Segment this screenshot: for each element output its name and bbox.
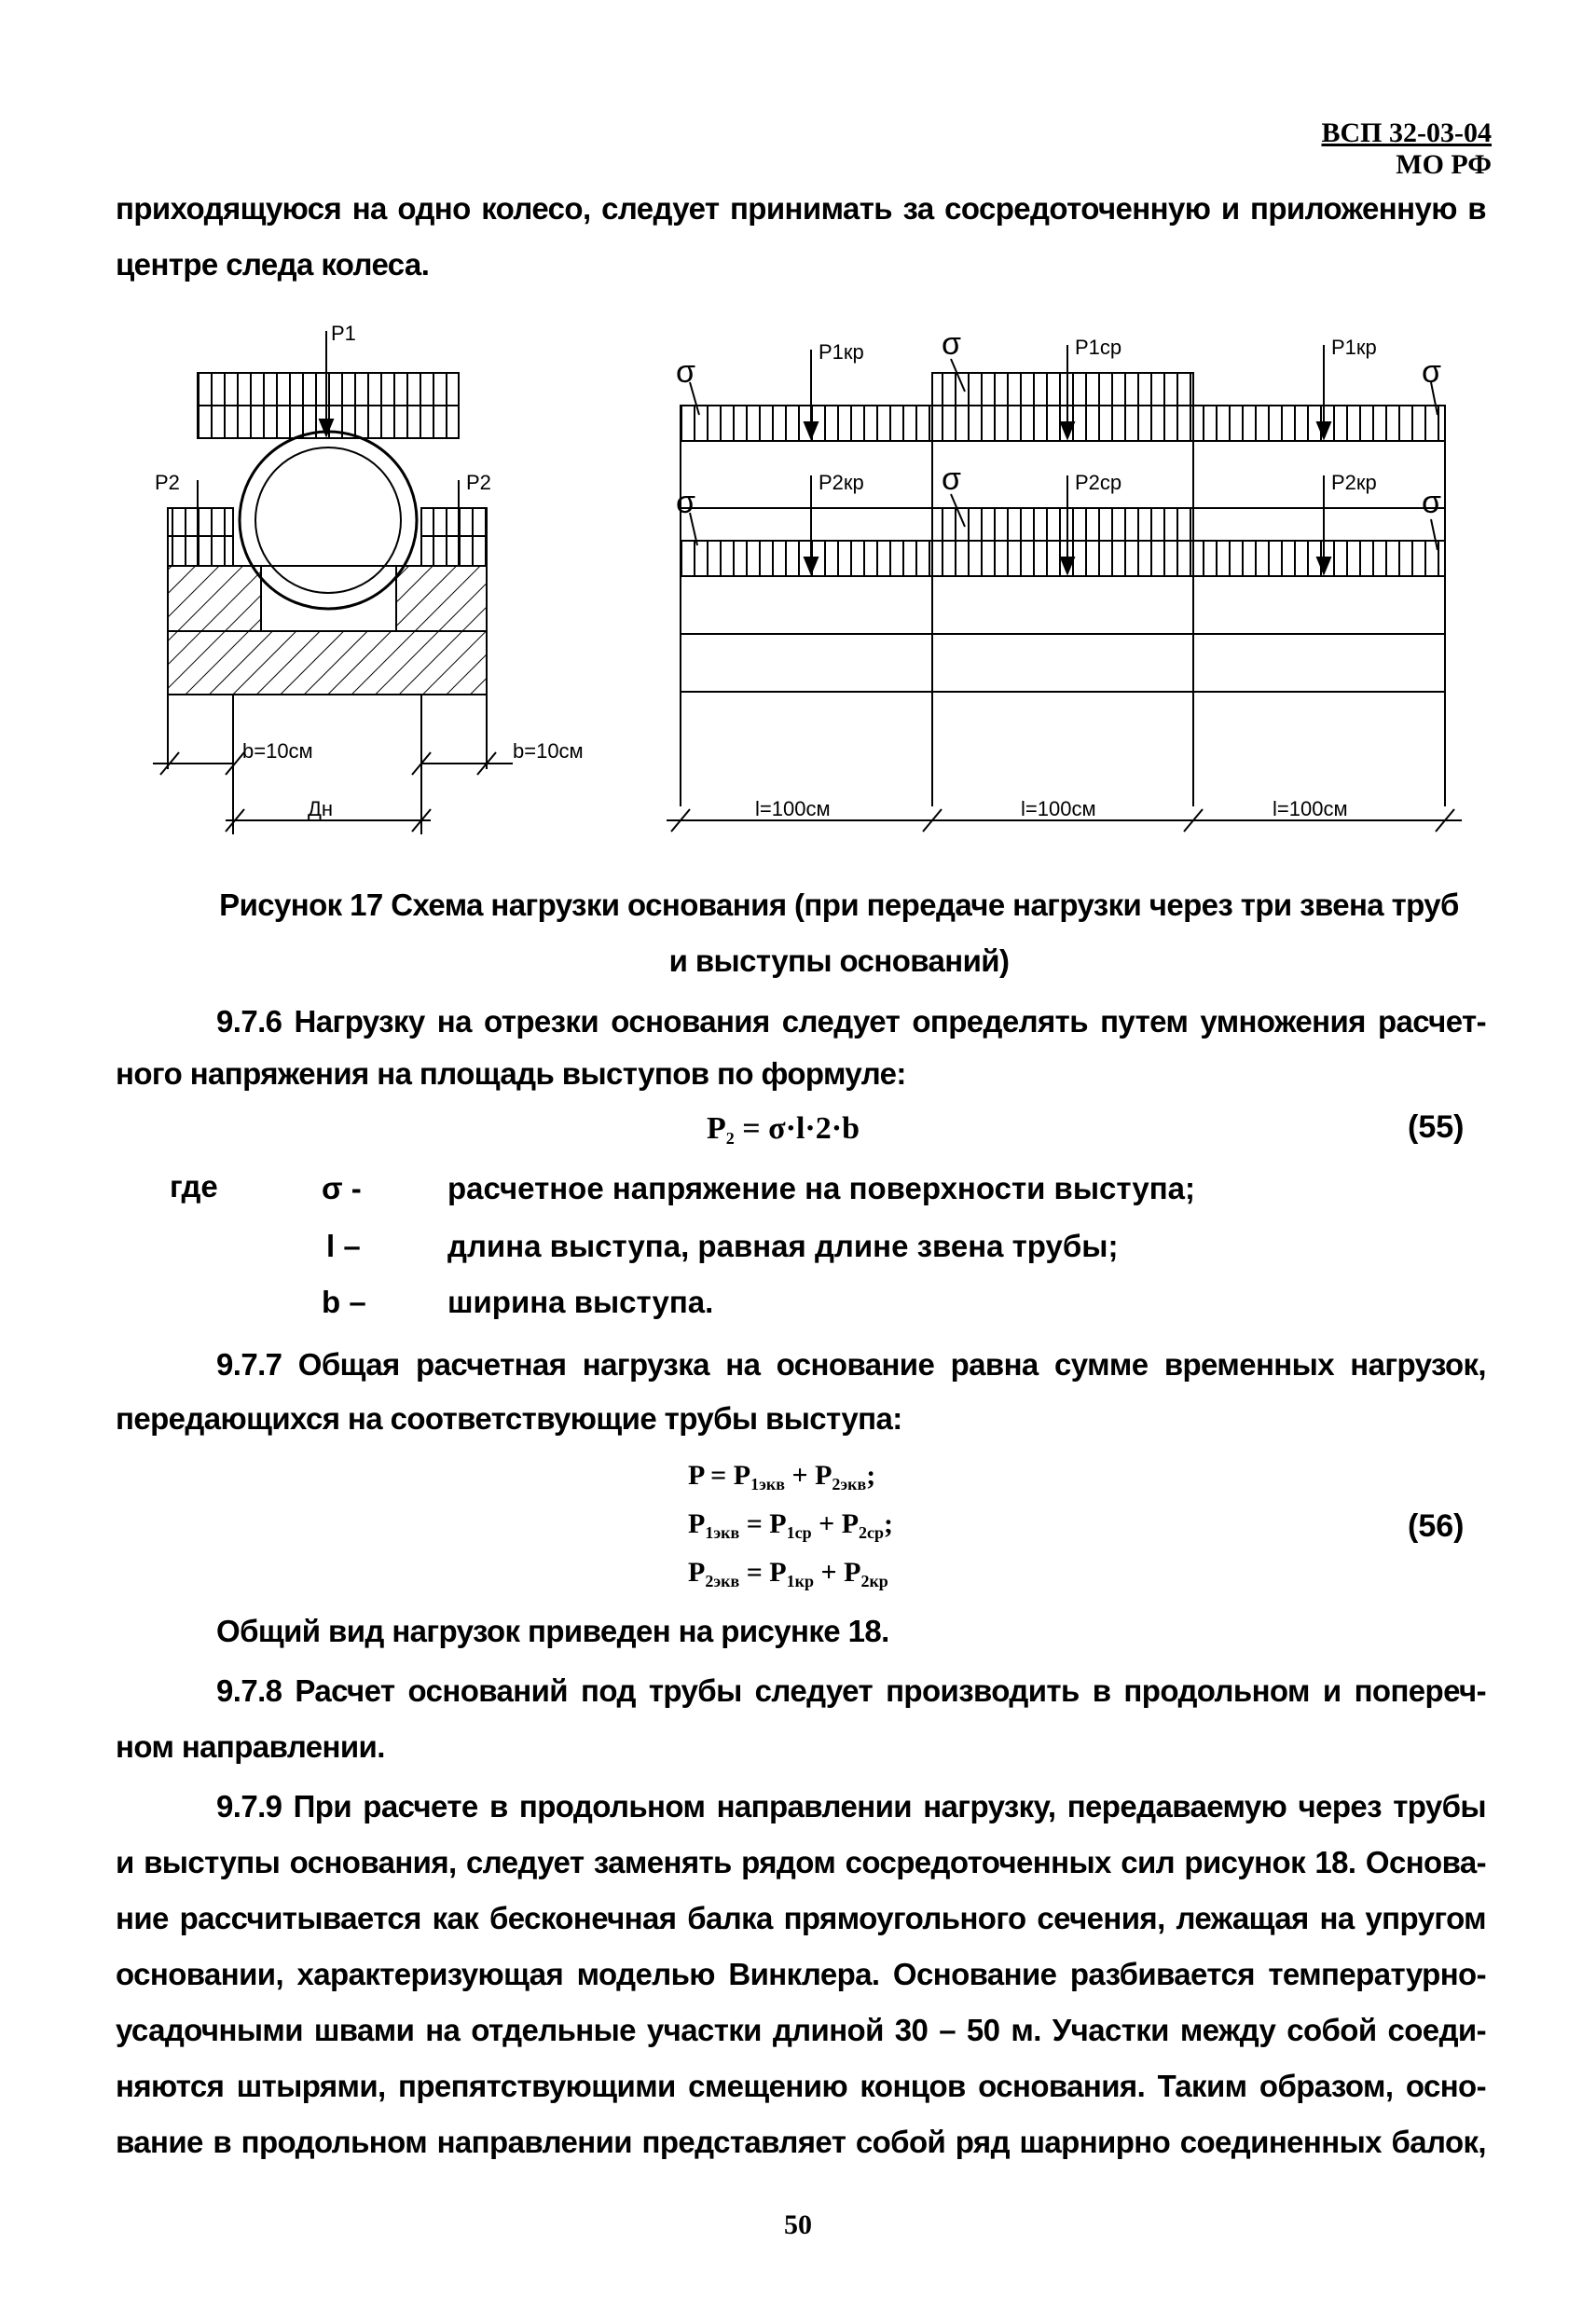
p1sr-label: P1ср [1075,336,1122,359]
cross-section-view [153,331,513,834]
figure-caption-line-1: Рисунок 17 Схема нагрузки основания (при передаче нагрузки через три звена труб [219,888,1459,922]
s979-line-6: няются штырями, препятствующими смещению концов основания. Таким образом, осно- [116,2069,1486,2103]
s979-line-5: усадочными швами на отдельные участки длиной 30 – 50 м. Участки между собой соеди- [116,2013,1486,2047]
where-text-l: длина выступа, равная длине звена трубы; [447,1229,1119,1263]
s976-line-1: 9.7.6 Нагрузку на отрезки основания следует определять путем умножения расчет- [216,1004,1486,1039]
dn-dimension: Дн [308,797,334,820]
sigma-label: σ [1422,485,1441,520]
s978-line-2: ном направлении. [116,1729,385,1764]
b-left-dimension: b=10см [242,739,313,763]
intro-line-2: центре следа колеса. [116,247,430,282]
p2-left-label: P2 [155,471,180,494]
s978-line-1: 9.7.8 Расчет оснований под трубы следует производить в продольном и попереч- [216,1673,1486,1708]
sigma-label: σ [1422,354,1441,390]
where-text-b: ширина выступа. [447,1285,714,1319]
sigma-label: σ [676,354,695,390]
formula-56-line-3: $P_{2экв} = P_{1кр} + P_{2кр}$ [688,1557,888,1590]
formula-56-line-2: $P_{1экв} = P_{1ср} + P_{2ср}$; [688,1508,894,1542]
p2sr-label: P2ср [1075,471,1122,494]
organization: МО РФ [1396,149,1492,180]
l-dimension-1: l=100см [755,797,831,820]
page-number: 50 [784,2209,812,2240]
s977-line-1: 9.7.7 Общая расчетная нагрузка на основание равна сумме временных нагрузок, [216,1347,1486,1382]
p1kr-left-label: P1кр [819,340,864,364]
document-code: ВСП 32-03-04 [1321,117,1492,148]
formula-55-number: (55) [1408,1109,1465,1145]
s979-line-7: вание в продольном направлении представляет собой ряд шарнирно соединенных балок, [116,2125,1486,2159]
formula-56-number: (56) [1408,1508,1465,1544]
sigma-label: σ [942,326,961,362]
where-symbol-b: b – [322,1285,366,1319]
s979-line-1: 9.7.9 При расчете в продольном направлении нагрузку, передаваемую через трубы [216,1789,1486,1823]
p2kr-left-label: P2кр [819,471,864,494]
l-dimension-3: l=100см [1273,797,1348,820]
p1-label: P1 [331,322,356,345]
figure-17-diagram [140,312,1473,862]
sigma-label: σ [676,485,695,520]
p1kr-right-label: P1кр [1331,336,1377,359]
formula-55: $P_2 = \sigma\cdot l\cdot 2\cdot b$ [707,1111,860,1148]
s979-line-4: основании, характеризующая моделью Винклера. Основание разбивается температурно- [116,1957,1486,1991]
s979-line-2: и выступы основания, следует заменять рядом сосредоточенных сил рисунок 18. Основа- [116,1845,1486,1879]
formula-56-line-1: $P = P_{1экв} + P_{2экв}$; [688,1460,876,1493]
p2kr-right-label: P2кр [1331,471,1377,494]
l-dimension-2: l=100см [1021,797,1096,820]
where-text-sigma: расчетное напряжение на поверхности выступа; [447,1171,1195,1205]
s977-line-2: передающихся на соответствующие трубы выступа: [116,1401,902,1436]
general-view-note: Общий вид нагрузок приведен на рисунке 18. [216,1614,889,1648]
sigma-label: σ [942,461,961,497]
where-symbol-sigma: σ - [322,1171,362,1205]
b-right-dimension: b=10см [513,739,584,763]
p2-right-label: P2 [466,471,491,494]
s976-line-2: ного напряжения на площадь выступов по формуле: [116,1056,906,1091]
figure-caption-line-2: и выступы оснований) [668,943,1010,978]
longitudinal-view [667,345,1462,832]
where-word: где [170,1169,218,1204]
where-symbol-l: l – [326,1229,361,1263]
intro-line-1: приходящуюся на одно колесо, следует принимать за сосредоточенную и приложенную в [116,191,1486,226]
s979-line-3: ние рассчитывается как бесконечная балка прямоугольного сечения, лежащая на упругом [116,1901,1486,1935]
